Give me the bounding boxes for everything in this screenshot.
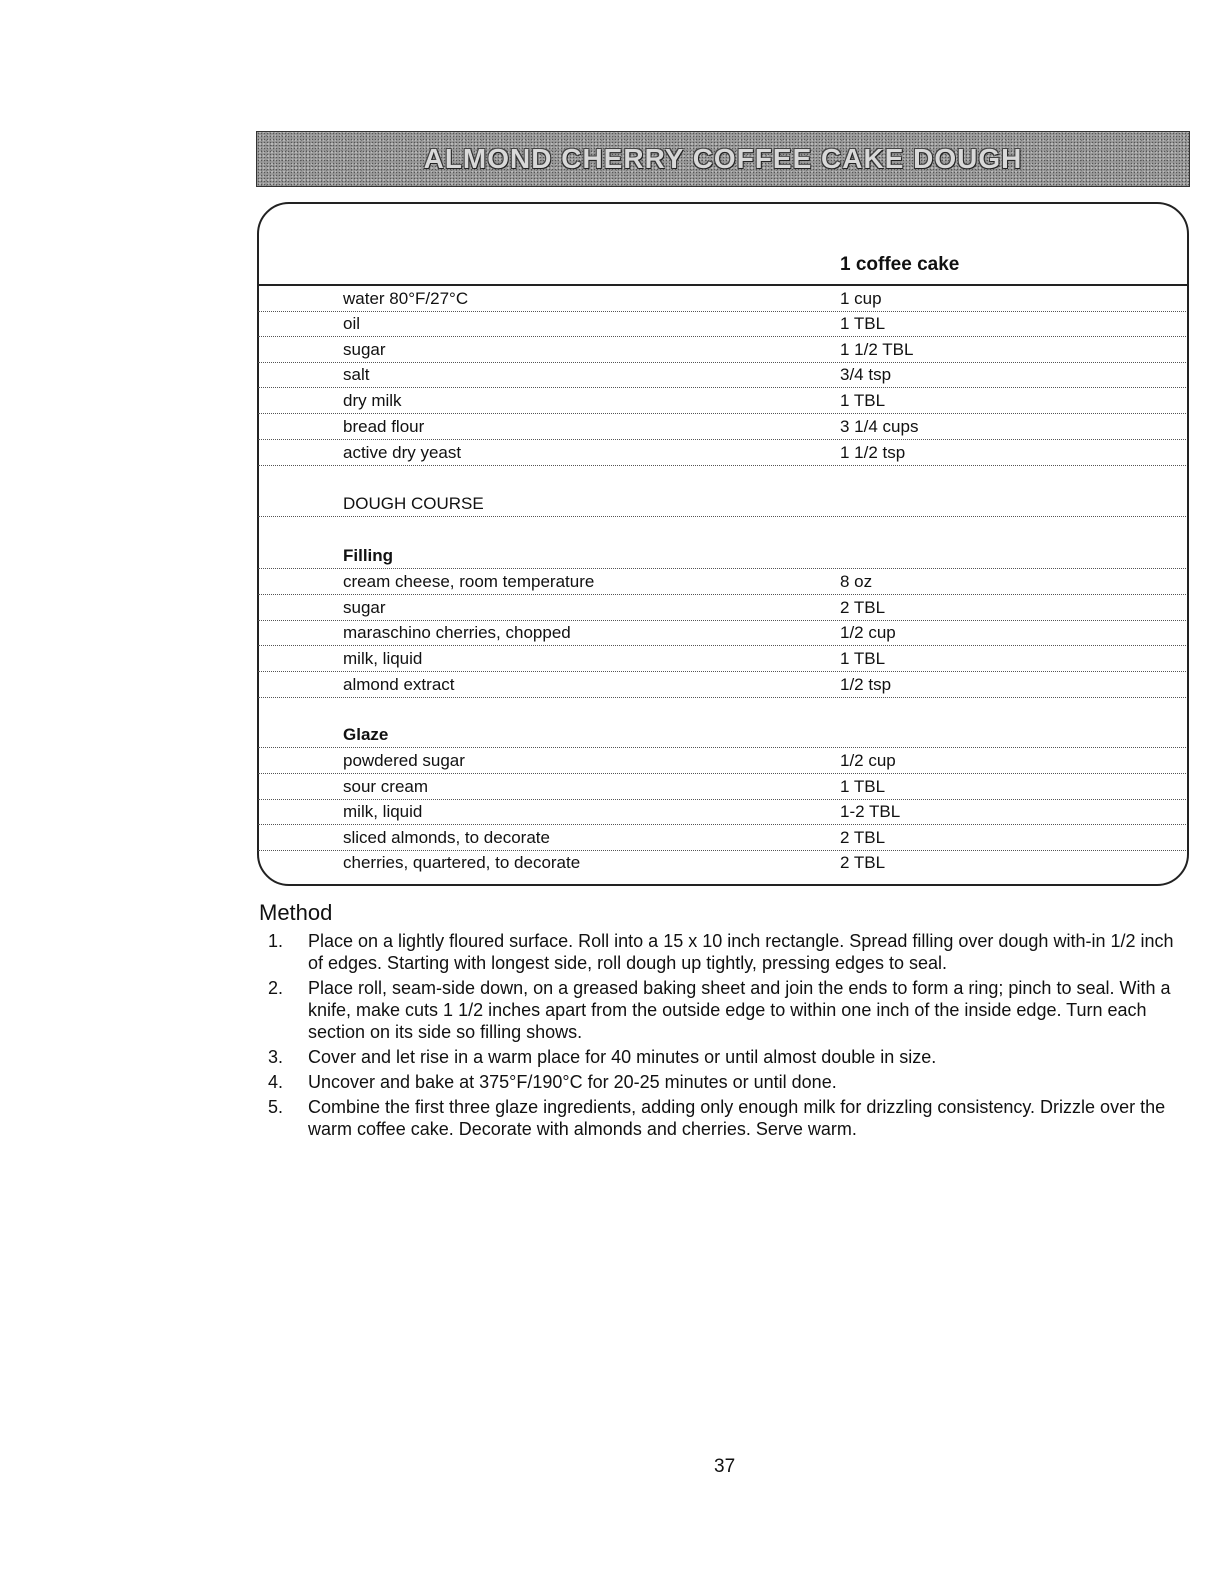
section-heading-row <box>258 543 1186 569</box>
step-number: 3. <box>268 1047 284 1067</box>
ingredient-amount: 1 TBL <box>840 314 886 333</box>
ingredient-amount: 1/2 cup <box>840 751 896 770</box>
ingredient-amount: 1/2 cup <box>840 623 896 642</box>
ingredient-row <box>258 362 1186 388</box>
step-number: 4. <box>268 1072 284 1092</box>
ingredient-row <box>258 620 1186 646</box>
ingredient-row <box>258 748 1186 774</box>
method-step <box>268 1046 1193 1068</box>
ingredient-row <box>258 825 1186 851</box>
ingredient-amount: 1/2 tsp <box>840 675 892 694</box>
ingredient-amount: 1 1/2 tsp <box>840 443 906 462</box>
step-text: Place roll, seam-side down, on a greased baking sheet and join the ends to form a ring; pinch to seal. With a knife, make cuts 1 1/2 inches apart from the outside edge to within one inch of the inside edge. Turn each section on its side so filling shows. <box>308 978 1171 1042</box>
ingredient-name: sugar <box>343 598 386 617</box>
ingredient-row <box>258 286 1186 312</box>
ingredient-name: salt <box>343 365 370 384</box>
method-step <box>268 977 1193 1043</box>
ingredient-name: milk, liquid <box>343 802 423 821</box>
ingredient-amount: 3/4 tsp <box>840 365 892 384</box>
glaze-heading: Glaze <box>343 725 389 744</box>
ingredient-name: sour cream <box>343 777 429 796</box>
ingredient-name: maraschino cherries, chopped <box>343 623 571 642</box>
ingredient-amount: 1 TBL <box>840 649 886 668</box>
method-step <box>268 1071 1193 1093</box>
ingredient-amount: 8 oz <box>840 572 873 591</box>
ingredient-row <box>258 595 1186 621</box>
step-text: Place on a lightly floured surface. Roll into a 15 x 10 inch rectangle. Spread filling over dough with-in 1/2 inch of edges. Starting with longest side, roll dough up tightly, pressing edges to seal. <box>308 931 1174 973</box>
ingredient-row <box>258 388 1186 414</box>
ingredient-row <box>258 337 1186 363</box>
ingredient-amount: 2 TBL <box>840 853 886 872</box>
ingredient-row <box>258 646 1186 672</box>
ingredient-amount: 1 1/2 TBL <box>840 340 914 359</box>
ingredient-name: oil <box>343 314 361 333</box>
ingredient-amount: 3 1/4 cups <box>840 417 919 436</box>
method-step <box>268 1096 1193 1140</box>
ingredient-name: dry milk <box>343 391 402 410</box>
ingredient-name: water 80°F/27°C <box>343 289 469 308</box>
section-heading-row <box>258 722 1186 748</box>
course-row <box>258 491 1186 517</box>
ingredient-amount: 2 TBL <box>840 828 886 847</box>
step-number: 1. <box>268 931 284 951</box>
ingredient-amount: 2 TBL <box>840 598 886 617</box>
method-steps <box>268 930 1193 1143</box>
ingredient-name: powdered sugar <box>343 751 465 770</box>
ingredient-name: almond extract <box>343 675 455 694</box>
step-text: Uncover and bake at 375°F/190°C for 20-25 minutes or until done. <box>308 1072 837 1092</box>
ingredient-amount: 1-2 TBL <box>840 802 901 821</box>
step-text: Cover and let rise in a warm place for 40 minutes or until almost double in size. <box>308 1047 937 1067</box>
recipe-title: ALMOND CHERRY COFFEE CAKE DOUGH <box>423 143 1023 174</box>
step-number: 5. <box>268 1097 284 1117</box>
ingredient-row <box>258 414 1186 440</box>
title-banner <box>256 131 1190 187</box>
ingredient-name: sugar <box>343 340 386 359</box>
ingredient-name: milk, liquid <box>343 649 423 668</box>
ingredient-row <box>258 311 1186 337</box>
course-label: DOUGH COURSE <box>343 494 484 513</box>
method-step <box>268 930 1193 974</box>
step-number: 2. <box>268 978 284 998</box>
ingredient-row <box>258 569 1186 595</box>
ingredient-amount: 1 cup <box>840 289 882 308</box>
ingredient-name: cherries, quartered, to decorate <box>343 853 581 872</box>
yield-header: 1 coffee cake <box>840 254 960 275</box>
ingredient-amount: 1 TBL <box>840 391 886 410</box>
ingredient-row <box>258 850 1186 875</box>
ingredient-amount: 1 TBL <box>840 777 886 796</box>
page-number: 37 <box>714 1456 736 1477</box>
step-text: Combine the first three glaze ingredients, adding only enough milk for drizzling consistency. Drizzle over the warm coffee cake. Decorate with almonds and cherries. Serve warm. <box>308 1097 1166 1139</box>
ingredient-row <box>258 440 1186 466</box>
filling-heading: Filling <box>343 546 394 565</box>
ingredient-name: cream cheese, room temperature <box>343 572 595 591</box>
ingredient-row <box>258 799 1186 825</box>
ingredient-row <box>258 672 1186 698</box>
ingredient-name: active dry yeast <box>343 443 462 462</box>
method-heading: Method <box>259 900 333 925</box>
ingredient-name: sliced almonds, to decorate <box>343 828 550 847</box>
ingredient-name: bread flour <box>343 417 425 436</box>
ingredient-row <box>258 774 1186 800</box>
